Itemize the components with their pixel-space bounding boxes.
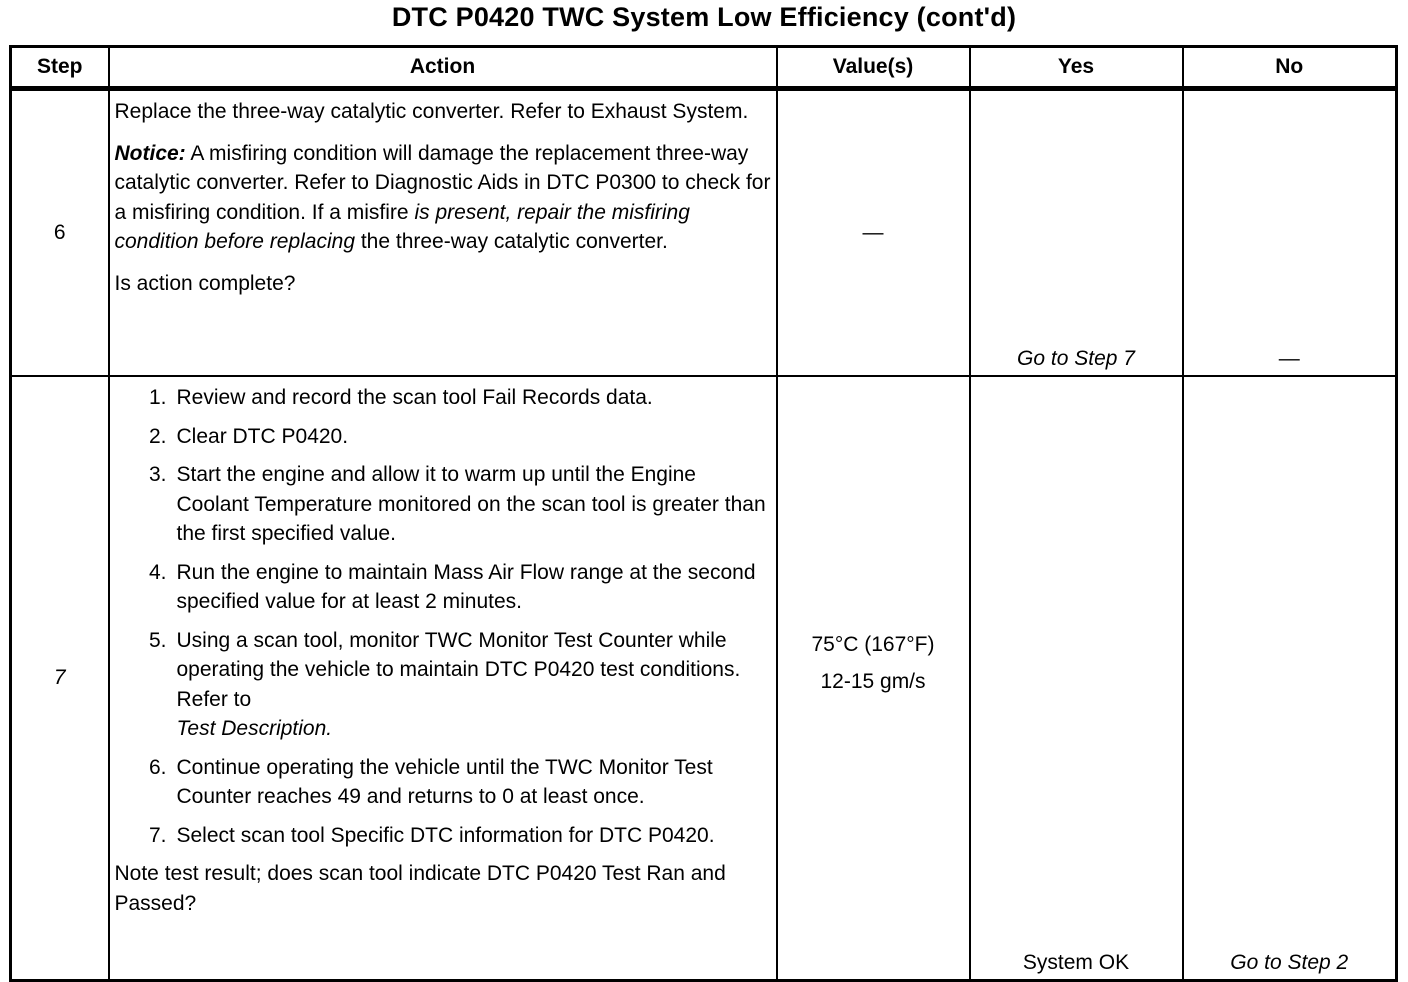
action-cell <box>109 89 777 377</box>
list-item <box>115 821 772 851</box>
yes-cell: Go to Step 7 <box>970 89 1183 377</box>
action-instruction: Replace the three-way catalytic converter. Refer to Exhaust System. <box>114 100 749 123</box>
value-cell <box>777 89 970 377</box>
no-cell: — <box>1183 89 1397 377</box>
list-item <box>115 753 772 812</box>
notice-end-text: the three-way catalytic converter. <box>360 230 668 253</box>
step-number: 7 <box>11 376 109 981</box>
header-action: Action <box>109 47 777 89</box>
notice-label: Notice: <box>114 141 186 165</box>
list-item-number: 7. <box>148 823 167 847</box>
list-item-text: Review and record the scan tool Fail Records data. <box>176 386 653 409</box>
table-row <box>11 376 1397 981</box>
list-item-number: 4. <box>148 560 167 584</box>
list-item-text: Run the engine to maintain Mass Air Flow range at the second specified value for at least 2 minutes. <box>176 560 756 613</box>
list-item-number: 2. <box>148 424 167 448</box>
notice-text: A misfiring condition will damage the replacement three-way catalytic converter. Refer to Diagnostic Aids in DTC P0300 to check for a misfiring condition. If a misfire <box>114 141 771 224</box>
list-item-number: 3. <box>148 463 167 486</box>
page-title: DTC P0420 TWC System Low Efficiency (cont'd) <box>391 2 1017 32</box>
list-item-number: 5. <box>148 628 167 652</box>
test-description-reference: Test Description. <box>176 717 333 740</box>
table-row <box>11 89 1397 377</box>
list-item-text: Start the engine and allow it to warm up until the Engine Coolant Temperature monitored on the scan tool is greater than the first specified value. <box>176 463 766 545</box>
list-item-number: 6. <box>148 755 167 779</box>
list-item-text: Continue operating the vehicle until the TWC Monitor Test Counter reaches 49 and returns to 0 at least once. <box>176 755 713 808</box>
header-yes: Yes <box>970 47 1183 89</box>
list-item <box>115 626 772 744</box>
notice-italic-text: is present, repair the misfiring condition before replacing <box>114 200 690 253</box>
header-step: Step <box>11 47 109 89</box>
value-dash: — <box>862 221 884 245</box>
list-item-text-wrapper <box>177 626 772 744</box>
list-item <box>115 558 772 617</box>
notice-paragraph <box>115 139 772 257</box>
list-item <box>115 460 772 549</box>
value-airflow: 12-15 gm/s <box>820 670 926 693</box>
list-item-number: 1. <box>148 386 167 409</box>
value-cell <box>777 376 970 981</box>
diagnostic-table <box>9 45 1398 982</box>
action-question: Is action complete? <box>114 271 296 295</box>
list-item-text: Using a scan tool, monitor TWC Monitor Test Counter while operating the vehicle to maintain DTC P0420 test conditions. Refer to <box>176 628 741 711</box>
table-header-row <box>11 47 1397 89</box>
list-item <box>115 422 772 452</box>
step-number: 6 <box>11 89 109 377</box>
action-question: Note test result; does scan tool indicate DTC P0420 Test Ran and Passed? <box>114 862 726 915</box>
list-item <box>115 383 772 413</box>
action-cell <box>109 376 777 981</box>
no-cell: Go to Step 2 <box>1183 376 1397 981</box>
header-no: No <box>1183 47 1397 89</box>
procedure-list <box>115 383 772 850</box>
value-temperature: 75°C (167°F) <box>811 632 935 656</box>
header-values: Value(s) <box>777 47 970 89</box>
yes-cell: System OK <box>970 376 1183 981</box>
list-item-text: Select scan tool Specific DTC information for DTC P0420. <box>176 823 715 847</box>
list-item-text: Clear DTC P0420. <box>176 424 349 448</box>
